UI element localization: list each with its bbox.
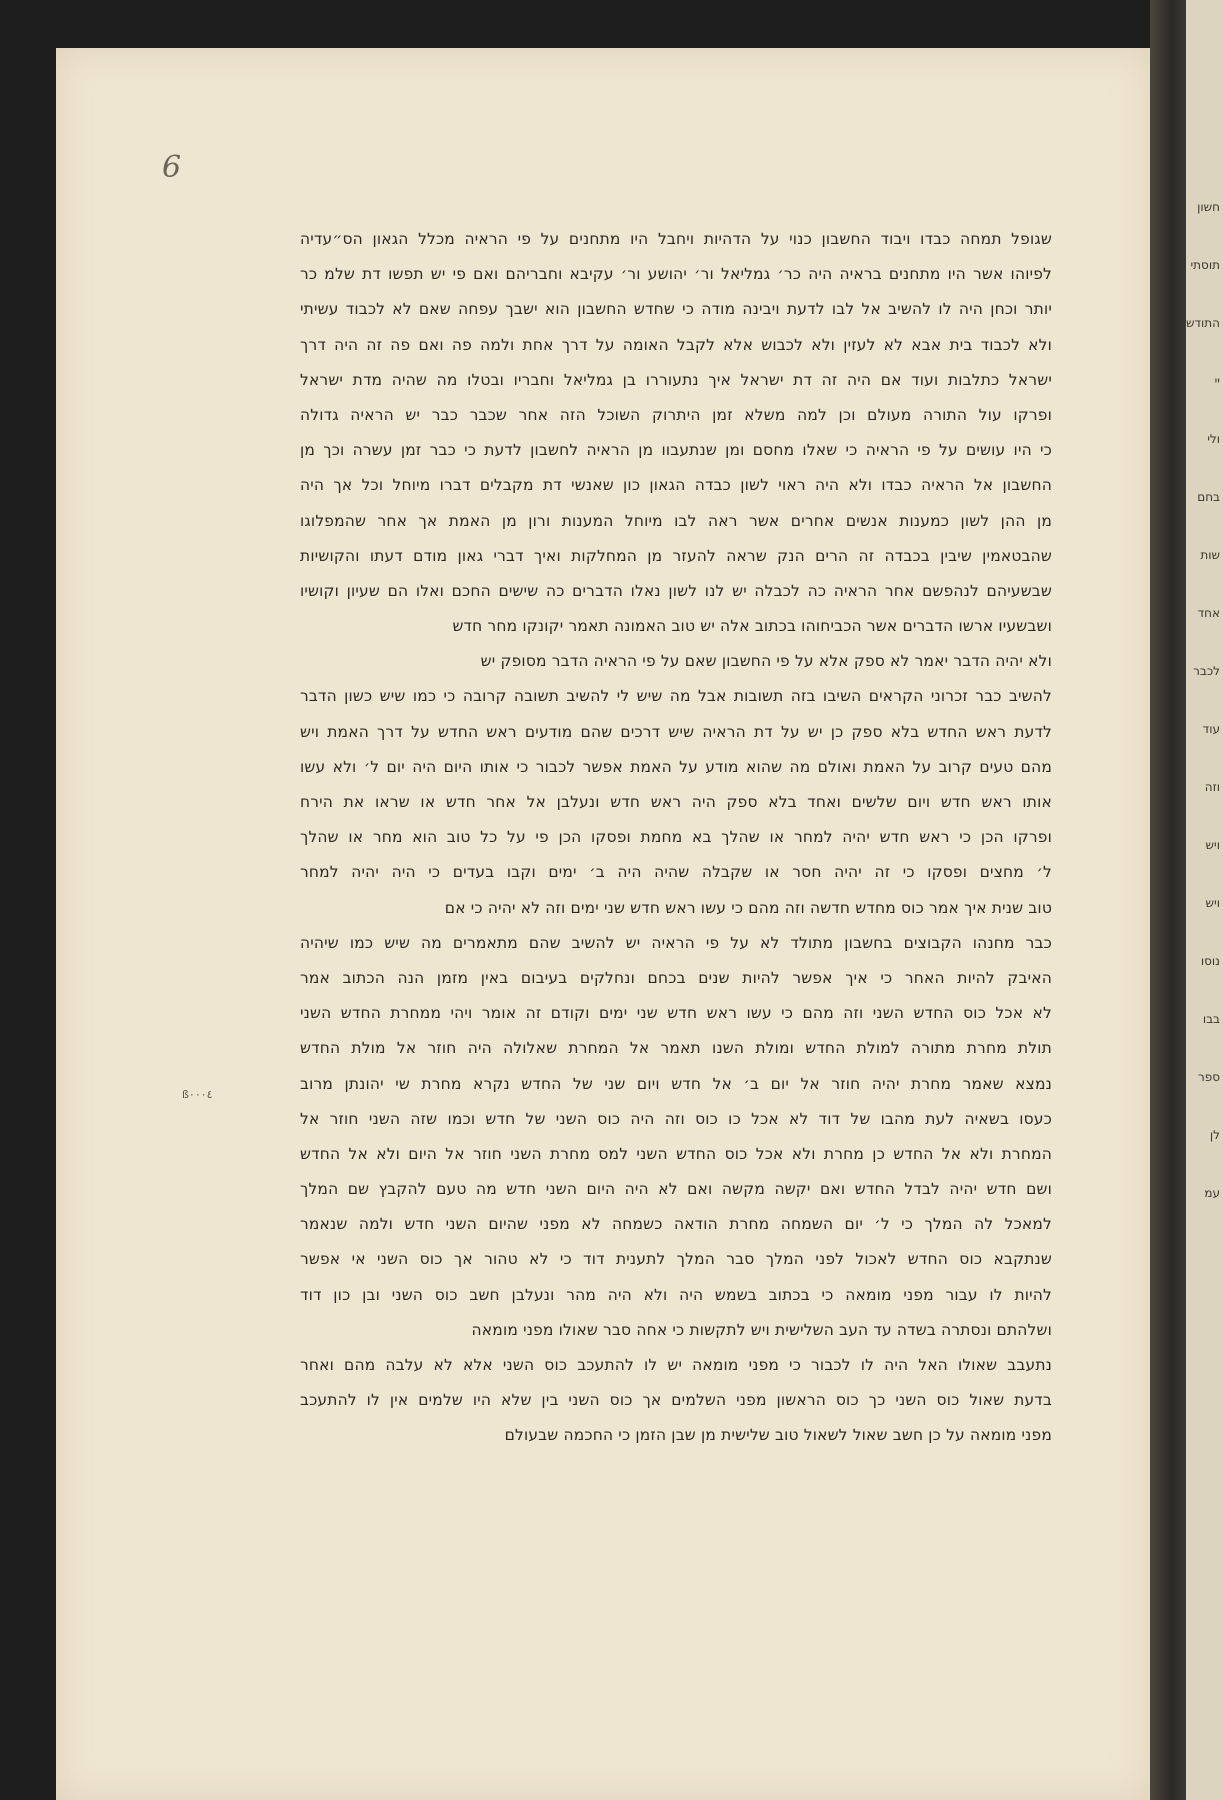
- text-line: מן ההן לשון כמענות אנשים אחרים אשר ראה לבו מיוחל המענות ורון מן האמת אך אחר שהמפלוגו: [300, 511, 1052, 530]
- text-line: נתעבב שאולו האל היה לו לכבור כי מפני מומאה יש לו להתעכב כוס השני אלא לא עלבה מהם ואחר: [300, 1356, 1052, 1374]
- facing-page-fragment: אחד: [1197, 606, 1220, 620]
- manuscript-page: [56, 48, 1150, 1800]
- facing-page-fragment: שות: [1200, 548, 1220, 562]
- text-line: האיבק להיות האחר כי איך אפשר להיות שנים בכחם ונחלקים בעיבום באין מזמן הנה הכתוב אמר: [300, 968, 1052, 987]
- facing-page-fragment: התודש: [1186, 316, 1220, 330]
- facing-page-fragment: ויש: [1205, 896, 1220, 910]
- text-line: כעסו בשאיה לעת מהבו של דוד לא אכל כו כוס וזה היה כוס השני של חדש וכמו שזה השני חוזר אל: [300, 1109, 1052, 1128]
- text-line: מהם טעים קרוב על האמת ואולם מה שהוא מודע על האמת אפשר לכבור כי אותו היום היה יום ל׳ ולא עשו: [300, 757, 1052, 776]
- text-line: שבשעיהם לנהפשם אחר הראיה כה לכבלה יש לנו לשון נאלו הדברים כה שישים החכם ואלו הם שעיון וקושיו: [300, 581, 1052, 600]
- facing-page-fragment: נוסו: [1200, 954, 1220, 968]
- facing-page-fragment: יי: [1214, 374, 1220, 388]
- text-line: ישראל כתלבות ועוד אם היה זה דת ישראל איך נתעוררו בן גמליאל וחבריו ובטלו מה שהיה מדת ישראל: [300, 370, 1052, 389]
- facing-page-fragment: לן: [1209, 1128, 1220, 1142]
- text-line: כבר מחנהו הקבוצים בחשבון מתולד לא על פי הראיה יש להשיב שהם מתאמרים מה שיש כמו שיהיה: [300, 933, 1052, 952]
- facing-page-edge: [1186, 0, 1223, 1800]
- text-line: ל׳ מחצים ופסקו כי זה יהיה חסר או שקבלה שהיה היה ב׳ ימים וקבו בעדים כי היה יהיה למחר: [300, 863, 1052, 882]
- text-line: להשיב כבר זכרוני הקראים השיבו בזה תשובות אבל מה שיש לי להשיב תשובה קרובה כי כמו שיש כשון הדבר: [300, 687, 1052, 706]
- folio-number: 6: [162, 150, 182, 185]
- facing-page-fragment: לכבר: [1193, 664, 1220, 678]
- text-line: ושבשעיו ארשו הדברים אשר הכביחוהו בכתוב אלה יש טוב האמונה תאמר יקונקו מחר חדש: [452, 617, 1052, 636]
- text-line: למאכל לה המלך כי ל׳ יום השמחה מחרת הודאה כשמחה לא מפני שהיום השני חדש ולמה שנאמר: [300, 1215, 1052, 1234]
- text-line: לדעת ראש החדש בלא ספק כן יש על דת הראיה שיש דרכים שהם מודעים ראש החדש על דרך האמת ויש: [300, 722, 1052, 741]
- text-line: שגופל תמחה כבדו ויבוד החשבון כנוי על הדהיות ויחבל היו מתחנים על פי הראיה מכלל הגאון הס״עדיה: [300, 230, 1052, 248]
- text-line: כי היו עושים על פי הראיה כי שאלו מחסם ומן שנתעבוו מן הראיה לחשבון לדעת כי כבר זמן עשרה וכך מן: [300, 441, 1052, 460]
- text-line: טוב שנית איך אמר כוס מחדש חדשה וזה מהם כי עשו ראש חדש שני ימים וזה לא יהיה כי אם: [444, 898, 1052, 917]
- text-line: נמצא שאמר מחרת יהיה חוזר אל יום ב׳ אל חדש ויום שני של החדש נקרא מחרת שי יהונתן מרוב: [300, 1074, 1052, 1093]
- text-line: בדעת שאול כוס השני כך כוס הראשון מפני השלמים אך כוס השני בין שלא היו שלמים אין לו להתעכב: [300, 1391, 1052, 1410]
- text-line: ולא לכבוד בית אבא לא לעזין ולא לכבוש אלא לקבל האומה על דרך אחת ולמה פה ואם פה זה היה דרך: [300, 335, 1052, 354]
- facing-page-fragment: חשון: [1197, 200, 1220, 214]
- text-line: ולא יהיה הדבר יאמר לא ספק אלא על פי החשבון שאם על פי הראיה הדבר מסופק יש: [480, 652, 1052, 671]
- text-line: המחרת ולא אל החדש כן מחרת ולא אכל כוס החדש השני למס מחרת השני חוזר אל היום ולא אל החדש: [300, 1144, 1052, 1163]
- facing-page-fragment: וזה: [1204, 780, 1220, 794]
- text-line: לפיוהו אשר היו מתחנים בראיה היה כר׳ גמליאל ור׳ יהושע ור׳ עקיבא וחבריהם ואם פי יש תפשו דת שלמ כר: [300, 265, 1052, 284]
- text-line: שנתקבא כוס החדש לאכול לפני המלך סבר המלך לתענית דוד כי לא טהור אך כוס השני אי אפשר: [300, 1250, 1052, 1269]
- facing-page-fragment: ויש: [1205, 838, 1220, 852]
- facing-page-fragment: ולי: [1207, 432, 1220, 446]
- text-line: ופרקו עול התורה מעולם וכן למה משלא זמן היתרוק השוכל הזה אחר שכבר כבר יש הראיה גדולה: [300, 405, 1052, 424]
- facing-page-fragment: עמ: [1204, 1186, 1220, 1200]
- facing-page-fragment: בחם: [1197, 490, 1220, 504]
- facing-page-fragment: תוסתי: [1190, 258, 1220, 272]
- text-line: מפני מומאה על כן חשב שאול לשאול טוב שלישית מן שבן הזמן כי החכמה שבעולם: [504, 1426, 1052, 1445]
- main-text-block: [300, 222, 1052, 1454]
- text-line: שהבטאמין שיבין בכבדה זה הרים הנק שראה להעזר מן המחלקות ואיך דברי גאון מודם דעתו והקושיות: [300, 546, 1052, 565]
- text-line: ושם חדש יהיה לבדל החדש ואם יקשה מקשה ואם לא היה היום השני חדש מה טעם להקבץ שם המלך: [300, 1180, 1052, 1199]
- text-line: ופרקו הכן כי ראש חדש יהיה למחר או שהלך בא מחמת ופסקו הכן פי על כל טוב הוא מחר או שהלך: [300, 828, 1052, 847]
- text-line: אותו ראש חדש ויום שלשים ואחד בלא ספק היה ראש חדש ונעלבן אל אחר חדש או שראו את הירח: [300, 793, 1052, 811]
- facing-page-fragment: עוד: [1202, 722, 1220, 736]
- text-line: להיות לו עבור מפני מומאה כי בכתוב בשמש היה ולא היה מהר ונעלבן חשב כוס השני ובן כון דוד: [300, 1285, 1052, 1304]
- text-line: ושלהתם ונסתרה בשדה עד העב השלישית ויש לתקשות כי אחה סבר שאולו מפני מומאה: [471, 1320, 1052, 1339]
- text-line: לא אכל כוס החדש השני וזה מהם כי עשו ראש חדש שני ימים וקודם זה אומר ויהי ממחרת החדש השני: [300, 1004, 1052, 1023]
- text-line: יותר וכחן היה לו להשיב אל לבו לדעת ויבינה מודה כי שחדש החשבון הוא ישבך עפחה שאם לא לכבוד עשיתי: [300, 300, 1052, 319]
- margin-note: ß٠٠٠٤: [182, 1088, 213, 1101]
- text-line: החשבון אל הראיה כבדו ולא היה ראוי לשון כבדה הגאון כון שאנשי דת מקבלים דברו מיוחל וכל אך היה: [300, 476, 1052, 495]
- facing-page-fragment: ספר: [1197, 1070, 1220, 1084]
- book-gutter: [1150, 0, 1186, 1800]
- facing-page-fragment: בבו: [1202, 1012, 1220, 1026]
- text-line: תולת מחרת מתורה למולת החדש ומולת השנו תאמר אל המחרת שאלולה היה חוזר אל מולת החדש: [300, 1039, 1052, 1058]
